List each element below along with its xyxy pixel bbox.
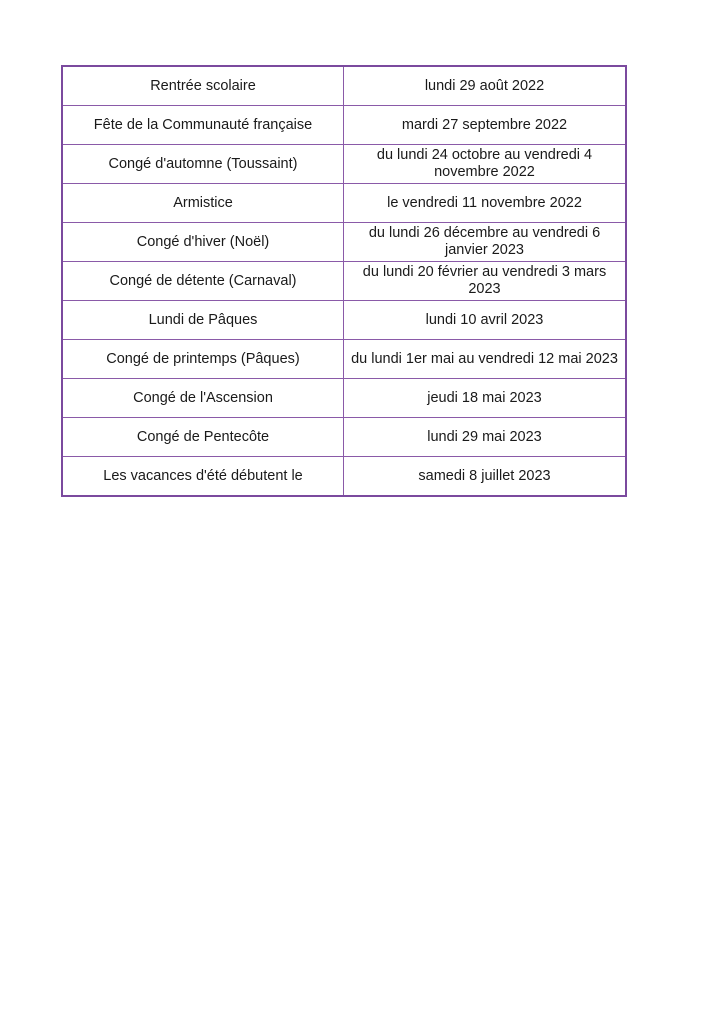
date-cell: du lundi 24 octobre au vendredi 4 novembre 2022 <box>344 145 627 184</box>
table-row <box>62 262 626 301</box>
table-row <box>62 340 626 379</box>
table-row <box>62 223 626 262</box>
event-cell: Lundi de Pâques <box>62 301 344 340</box>
table-row <box>62 418 626 457</box>
date-cell: du lundi 20 février au vendredi 3 mars 2023 <box>344 262 627 301</box>
event-cell: Fête de la Communauté française <box>62 106 344 145</box>
event-cell: Les vacances d'été débutent le <box>62 457 344 497</box>
table-row <box>62 457 626 497</box>
date-cell: mardi 27 septembre 2022 <box>344 106 627 145</box>
school-calendar-table <box>61 65 627 497</box>
date-cell: lundi 29 mai 2023 <box>344 418 627 457</box>
table-row <box>62 66 626 106</box>
event-cell: Rentrée scolaire <box>62 66 344 106</box>
table-row <box>62 145 626 184</box>
table-row <box>62 301 626 340</box>
event-cell: Congé de printemps (Pâques) <box>62 340 344 379</box>
date-cell: samedi 8 juillet 2023 <box>344 457 627 497</box>
date-cell: lundi 29 août 2022 <box>344 66 627 106</box>
date-cell: du lundi 26 décembre au vendredi 6 janvier 2023 <box>344 223 627 262</box>
table-row <box>62 379 626 418</box>
event-cell: Armistice <box>62 184 344 223</box>
date-cell: lundi 10 avril 2023 <box>344 301 627 340</box>
date-cell: du lundi 1er mai au vendredi 12 mai 2023 <box>344 340 627 379</box>
table-row <box>62 184 626 223</box>
event-cell: Congé d'automne (Toussaint) <box>62 145 344 184</box>
date-cell: le vendredi 11 novembre 2022 <box>344 184 627 223</box>
event-cell: Congé de Pentecôte <box>62 418 344 457</box>
event-cell: Congé d'hiver (Noël) <box>62 223 344 262</box>
calendar-body <box>62 66 626 496</box>
event-cell: Congé de l'Ascension <box>62 379 344 418</box>
table-row <box>62 106 626 145</box>
event-cell: Congé de détente (Carnaval) <box>62 262 344 301</box>
date-cell: jeudi 18 mai 2023 <box>344 379 627 418</box>
